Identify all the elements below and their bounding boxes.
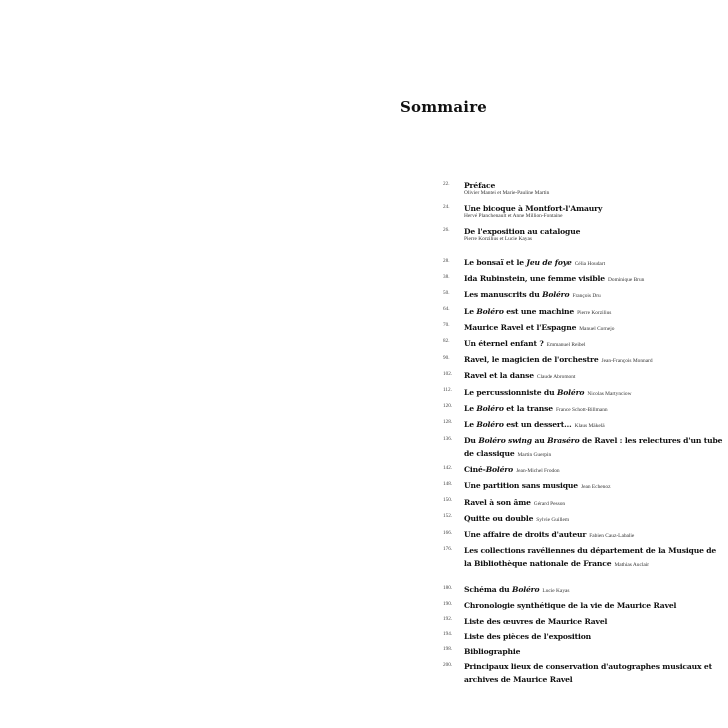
entry-author: France Schott-Billmann	[555, 406, 608, 413]
entry-title-part: Les collections ravéliennes du département de la Musique de la Bibliothèque nationale de France	[464, 546, 717, 569]
page-title: Sommaire	[400, 98, 488, 116]
page-number: 150.	[443, 497, 453, 504]
entry-title-part: Boléro	[556, 387, 585, 397]
entry-title	[464, 339, 544, 348]
page-number: 24.	[443, 203, 450, 210]
entry-title-part: Ida Rubinstein, une femme visible	[464, 274, 605, 284]
page-number: 128.	[443, 419, 453, 426]
entry-title	[464, 481, 578, 490]
entry-author: Claude Abromont	[536, 374, 576, 381]
page-number: 28.	[443, 257, 450, 264]
toc-entry	[443, 224, 725, 243]
entry-author: Gérard Pesson	[533, 500, 566, 507]
entry-title-part: est un dessert…	[503, 419, 572, 429]
toc-entry	[443, 462, 725, 476]
entry-title	[464, 530, 586, 539]
page-number: 112.	[443, 387, 452, 393]
entry-author: Célia Houdart	[574, 261, 606, 267]
toc-entry	[443, 417, 725, 431]
toc-section	[443, 582, 725, 685]
page-number: 90.	[443, 354, 450, 361]
entry-title	[464, 371, 534, 380]
entry-title	[464, 546, 716, 568]
entry-author: Jean-François Monnard	[601, 358, 653, 365]
entry-title	[464, 647, 520, 656]
toc-entry	[443, 201, 725, 220]
entry-author: Fabien Cauz-Labalie	[589, 533, 635, 539]
entry-title	[464, 617, 607, 626]
entry-title-part: Liste des pièces de l'exposition	[464, 631, 592, 641]
entry-title-part: Le percussionniste du	[464, 387, 557, 397]
entry-title-part: Chronologie synthétique de la vie de Maurice Ravel	[464, 601, 677, 611]
entry-title-part: Jeu de foye	[526, 258, 572, 267]
entry-author: Jean-Michel Frodon	[516, 468, 560, 475]
toc-entry	[443, 255, 725, 269]
entry-title-part: Boléro	[476, 419, 504, 429]
entry-author: Mathias Auclair	[614, 562, 650, 569]
entry-title	[464, 420, 572, 429]
entry-title	[464, 404, 553, 413]
entry-title	[464, 355, 599, 364]
toc-entry	[443, 320, 725, 334]
toc-entry	[443, 614, 725, 627]
entry-title-part: Un éternel enfant ?	[464, 338, 544, 348]
entry-author: Klaus Mäkelä	[574, 422, 605, 429]
entry-title	[464, 181, 495, 190]
entry-title-part: Le	[464, 306, 477, 316]
page-number: 102.	[443, 370, 453, 377]
entry-author: Martin Guerpin	[517, 452, 552, 459]
entry-title-part: Ravel et la danse	[464, 371, 534, 381]
entry-title	[464, 258, 572, 267]
entry-title-part: Liste des œuvres de Maurice Ravel	[464, 616, 608, 626]
toc-entry	[443, 368, 725, 382]
page-number: 142.	[443, 464, 453, 471]
page-number: 190.	[443, 600, 453, 607]
entry-author: Dominique Brun	[607, 277, 645, 284]
page-number: 120.	[443, 403, 453, 410]
toc-entry	[443, 478, 725, 492]
toc-entry	[443, 582, 725, 596]
entry-title-part: Boléro	[476, 306, 504, 316]
toc-entry	[443, 629, 725, 642]
page-number: 38.	[443, 273, 450, 280]
entry-title	[464, 601, 676, 610]
toc-entry	[443, 495, 725, 509]
page-number: 180.	[443, 584, 453, 591]
entry-title-part: Une bicoque à Montfort-l'Amaury	[464, 204, 603, 213]
entry-author: Hervé Planchenault et Anne Million-Fontaine	[464, 213, 563, 219]
entry-title-part: Boléro	[476, 403, 504, 413]
entry-title	[464, 632, 591, 641]
entry-title-part: Schéma du	[464, 585, 513, 595]
page-number: 200.	[443, 661, 453, 668]
entry-title-part: Le	[464, 419, 477, 429]
page-number: 198.	[443, 646, 453, 653]
entry-title	[464, 436, 722, 458]
entry-title-part: Principaux lieux de conservation d'autographes musicaux et archives de Maurice Ravel	[464, 662, 712, 685]
entry-title	[464, 323, 576, 332]
toc-entry	[443, 659, 725, 685]
entry-title	[464, 204, 602, 213]
page-number: 194.	[443, 631, 453, 638]
page-number: 176.	[443, 545, 453, 552]
toc-entry	[443, 304, 725, 318]
entry-title-part: Une affaire de droits d'auteur	[464, 530, 587, 539]
entry-title-part: Une partition sans musique	[464, 481, 578, 491]
page-number: 148.	[443, 480, 453, 487]
entry-title-part: Quitte ou double	[464, 513, 534, 523]
toc-section	[443, 178, 725, 243]
toc-entry	[443, 287, 725, 301]
entry-title	[464, 514, 533, 523]
entry-title	[464, 585, 539, 594]
page-number: 166.	[443, 529, 453, 536]
entry-title-part: Les manuscrits du	[464, 290, 543, 300]
entry-title-part: Du	[464, 436, 479, 446]
entry-title-part: Ravel, le magicien de l'orchestre	[464, 355, 599, 365]
toc-entry	[443, 598, 725, 611]
page-number: 152.	[443, 513, 453, 520]
toc-section	[443, 255, 725, 570]
page-number: 64.	[443, 306, 450, 313]
entry-title-part: Le	[464, 403, 477, 413]
toc-entry	[443, 401, 725, 415]
toc-entry	[443, 433, 725, 460]
entry-author: Olivier Mantei et Marie-Pauline Martin	[464, 190, 550, 196]
entry-title-part: Le bonsaï et le	[464, 258, 527, 267]
page-number: 192.	[443, 616, 453, 623]
toc-entry	[443, 543, 725, 570]
page-number: 70.	[443, 322, 450, 329]
toc-entry	[443, 511, 725, 525]
entry-title-part: Maurice Ravel et l'Espagne	[464, 322, 577, 332]
entry-title-part: Boléro	[512, 585, 540, 595]
entry-title-part: et la transe	[503, 403, 553, 413]
entry-title-part: Boléro swing	[478, 436, 532, 446]
entry-title-part: de Ravel : les relectures d'un tube de classique	[464, 436, 723, 459]
entry-title-part: Ciné-	[464, 465, 486, 475]
entry-title	[464, 290, 569, 299]
toc-entry	[443, 271, 725, 285]
entry-title-part: Préface	[464, 181, 496, 190]
page-number: 136.	[443, 435, 453, 442]
entry-author: Emmanuel Reibel	[546, 341, 586, 348]
entry-author: Jean Echenoz	[580, 484, 611, 491]
toc-entry	[443, 336, 725, 350]
entry-title	[464, 465, 513, 474]
entry-title-part: De l'exposition au catalogue	[464, 227, 581, 236]
entry-author: Sylvie Guillem	[536, 516, 570, 523]
entry-title-part: Ravel à son âme	[464, 497, 531, 507]
toc-entry	[443, 527, 725, 541]
toc-entry	[443, 352, 725, 366]
entry-author: Pierre Korzilius et Lucie Kayas	[464, 236, 532, 242]
entry-title-part: Boléro	[542, 290, 570, 300]
entry-title	[464, 662, 712, 684]
entry-author: Lucie Kayas	[542, 588, 570, 595]
entry-title-part: est une machine	[503, 306, 575, 316]
entry-author: Manuel Cornejo	[579, 325, 615, 332]
toc-entry	[443, 178, 725, 197]
entry-title-part: Boléro	[485, 465, 514, 475]
page-number: 26.	[443, 226, 450, 233]
entry-author: François Dru	[572, 293, 601, 300]
entry-title-part: Bibliographie	[464, 646, 521, 656]
entry-title-part: Braséro	[547, 436, 580, 446]
entry-author: Pierre Korzilius	[577, 309, 612, 316]
entry-title	[464, 388, 584, 397]
page-number: 22.	[443, 180, 450, 187]
entry-title	[464, 307, 574, 316]
table-of-contents	[443, 178, 725, 687]
entry-title	[464, 498, 531, 507]
toc-entry	[443, 644, 725, 657]
page-number: 50.	[443, 289, 450, 296]
entry-title-part: au	[531, 436, 548, 446]
page-number: 82.	[443, 338, 450, 345]
toc-entry	[443, 385, 725, 399]
entry-title	[464, 274, 605, 283]
entry-author: Nicolas Martynciow	[587, 390, 632, 397]
entry-title	[464, 227, 580, 236]
